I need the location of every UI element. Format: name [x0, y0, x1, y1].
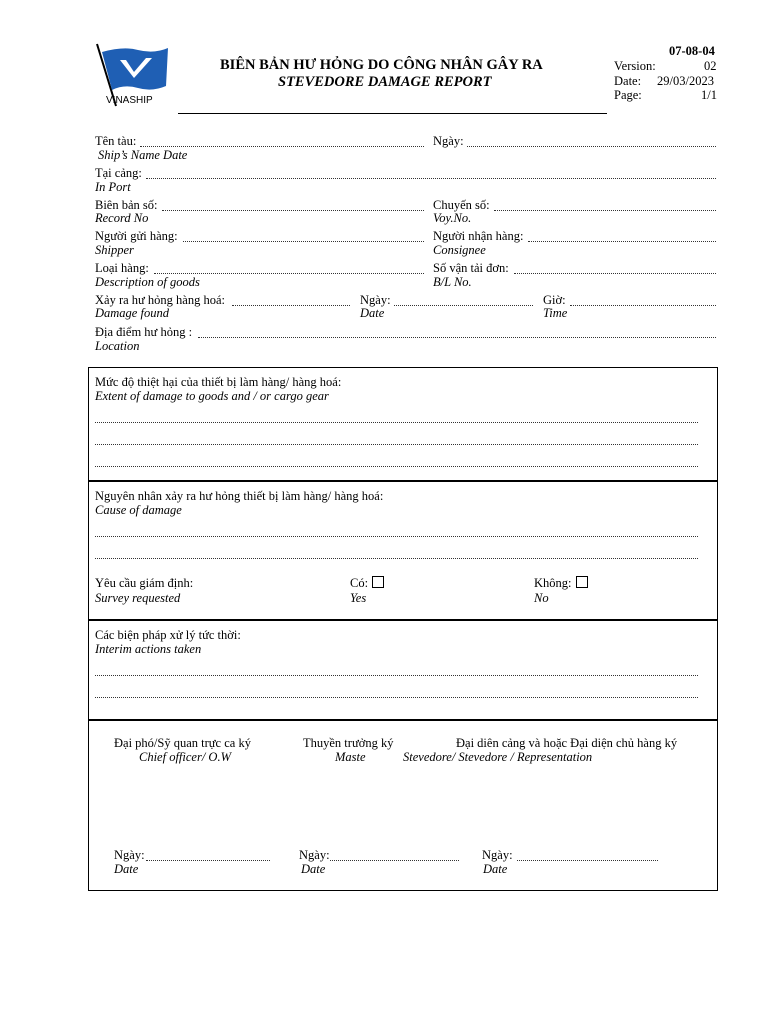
consignee-label: Người nhận hàng:	[433, 229, 524, 243]
page-value: 1/1	[701, 88, 717, 102]
bl-label: Số vận tải đơn:	[433, 261, 509, 275]
port-field[interactable]	[146, 166, 716, 179]
stevedore-sign-label: Đại diên cảng và hoặc Đại diện chủ hàng ký	[456, 736, 678, 750]
voyage-field[interactable]	[494, 198, 716, 211]
damage-found-field[interactable]	[232, 293, 350, 306]
damage-date-field[interactable]	[394, 293, 533, 306]
date-value: 29/03/2023	[657, 74, 714, 88]
extent-line-3[interactable]	[95, 454, 698, 467]
date-field[interactable]	[467, 134, 716, 147]
stevedore-date-field[interactable]	[517, 848, 658, 861]
ship-name-label: Tên tàu:	[95, 134, 137, 148]
location-field[interactable]	[198, 325, 716, 338]
title-vi: BIÊN BẢN HƯ HỎNG DO CÔNG NHÂN GÂY RA	[220, 57, 543, 73]
damage-found-label: Xảy ra hư hỏng hàng hoá:	[95, 293, 226, 307]
consignee-label-en: Consignee	[433, 243, 486, 257]
doc-code: 07-08-04	[669, 44, 715, 58]
cause-label-en: Cause of damage	[95, 503, 182, 517]
survey-no-label-en: No	[534, 591, 549, 605]
extent-line-1[interactable]	[95, 410, 698, 423]
survey-no	[534, 576, 588, 591]
damage-found-label-en: Damage found	[95, 306, 169, 320]
damage-date-label: Ngày:	[360, 293, 391, 307]
date-label: Date:	[614, 74, 642, 88]
date-field-label: Ngày:	[433, 134, 464, 148]
time-field[interactable]	[570, 293, 716, 306]
master-date-label: Ngày:	[299, 848, 330, 862]
survey-yes-label-en: Yes	[350, 591, 367, 605]
location-label: Địa điểm hư hỏng :	[95, 325, 193, 339]
port-label-en: In Port	[95, 180, 131, 194]
port-label: Tại cảng:	[95, 166, 142, 180]
extent-label-en: Extent of damage to goods and / or cargo gear	[95, 389, 329, 403]
extent-line-2[interactable]	[95, 432, 698, 445]
bl-field[interactable]	[514, 261, 716, 274]
logo-text: VINASHIP	[106, 95, 153, 106]
interim-line-1[interactable]	[95, 663, 698, 676]
shipper-label: Người gửi hàng:	[95, 229, 178, 243]
survey-no-label: Không:	[534, 576, 572, 590]
stevedore-sign-label-en: Stevedore/ Stevedore / Representation	[403, 750, 593, 764]
extent-label: Mức độ thiệt hại của thiết bị làm hàng/ hàng hoá:	[95, 375, 342, 389]
master-date-field[interactable]	[330, 848, 459, 861]
goods-label: Loại hàng:	[95, 261, 149, 275]
record-label: Biên bản số:	[95, 198, 158, 212]
survey-yes	[350, 576, 384, 591]
survey-label-en: Survey requested	[95, 591, 181, 605]
survey-yes-checkbox[interactable]	[372, 576, 384, 588]
master-sign-label-en: Maste	[335, 750, 366, 764]
version-value: 02	[704, 59, 717, 73]
officer-sign-label-en: Chief officer/ O.W	[139, 750, 231, 764]
interim-line-2[interactable]	[95, 685, 698, 698]
cause-label: Nguyên nhân xảy ra hư hỏng thiết bị làm hàng/ hàng hoá:	[95, 489, 384, 503]
location-label-en: Location	[95, 339, 140, 353]
page-label: Page:	[614, 88, 642, 102]
shipper-field[interactable]	[183, 229, 424, 242]
officer-date-field[interactable]	[146, 848, 270, 861]
record-label-en: Record No	[95, 211, 149, 225]
voyage-label-en: Voy.No.	[433, 211, 472, 225]
cause-line-1[interactable]	[95, 524, 698, 537]
time-label: Giờ:	[543, 293, 566, 307]
version-label: Version:	[614, 59, 656, 73]
stevedore-date-label: Ngày:	[482, 848, 513, 862]
record-field[interactable]	[162, 198, 424, 211]
title-en: STEVEDORE DAMAGE REPORT	[278, 74, 492, 90]
title-underline	[178, 113, 607, 114]
interim-label-en: Interim actions taken	[95, 642, 202, 656]
stevedore-date-label-en: Date	[483, 862, 508, 876]
damage-date-label-en: Date	[360, 306, 385, 320]
officer-date-label: Ngày:	[114, 848, 145, 862]
survey-yes-label: Có:	[350, 576, 369, 590]
time-label-en: Time	[543, 306, 568, 320]
survey-label: Yêu cầu giám định:	[95, 576, 194, 590]
goods-field[interactable]	[154, 261, 424, 274]
survey-no-checkbox[interactable]	[576, 576, 588, 588]
cause-line-2[interactable]	[95, 546, 698, 559]
ship-name-field[interactable]	[140, 134, 424, 147]
goods-label-en: Description of goods	[95, 275, 200, 289]
officer-sign-label: Đại phó/Sỹ quan trực ca ký	[114, 736, 251, 750]
ship-name-label-en: Ship’s Name Date	[98, 148, 188, 162]
officer-date-label-en: Date	[114, 862, 139, 876]
master-date-label-en: Date	[301, 862, 326, 876]
interim-label: Các biện pháp xử lý tức thời:	[95, 628, 241, 642]
voyage-label: Chuyến số:	[433, 198, 490, 212]
master-sign-label: Thuyền trưởng ký	[303, 736, 394, 750]
shipper-label-en: Shipper	[95, 243, 134, 257]
consignee-field[interactable]	[528, 229, 716, 242]
bl-label-en: B/L No.	[433, 275, 472, 289]
